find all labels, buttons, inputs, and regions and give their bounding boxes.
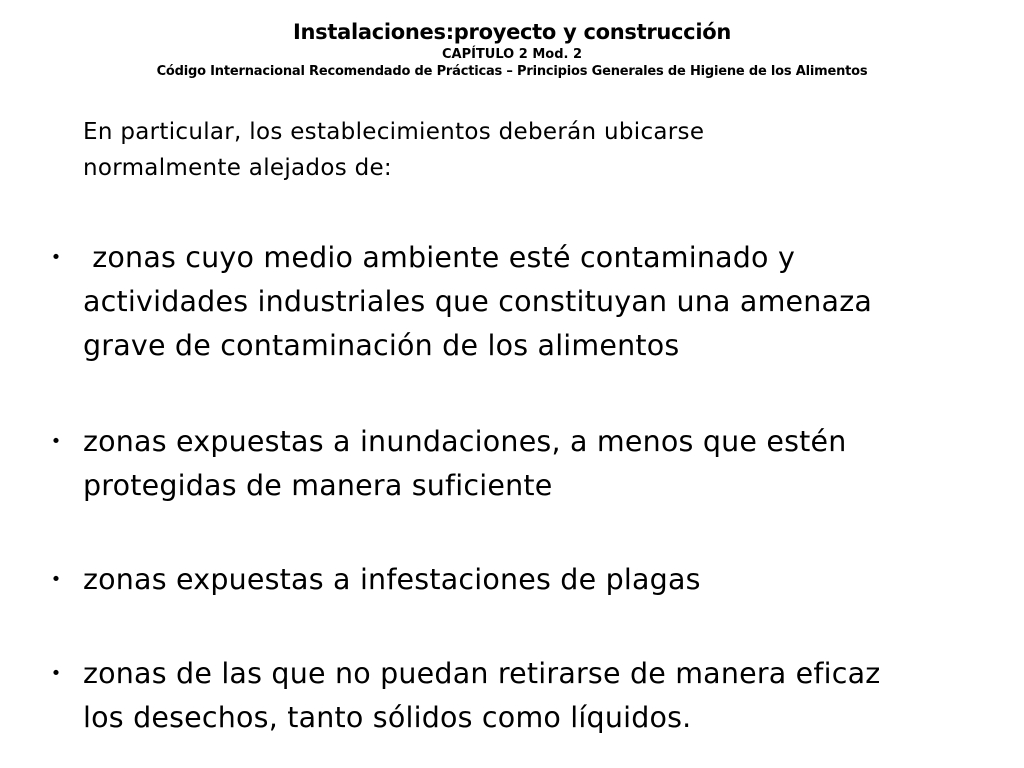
bullet-marker: ・	[42, 425, 71, 458]
bullet-text	[83, 420, 1008, 508]
intro-line-1: En particular, los establecimientos deberán ubicarse	[83, 119, 705, 145]
bullet-line: zonas expuestas a inundaciones, a menos que estén	[83, 425, 847, 458]
bullet-line: grave de contaminación de los alimentos	[83, 329, 680, 362]
bullet-text	[83, 236, 1008, 368]
bullet-line: zonas expuestas a infestaciones de plagas	[83, 563, 701, 596]
bullet-marker: ・	[42, 563, 71, 596]
intro-line-2: normalmente alejados de:	[83, 155, 392, 181]
bullet-marker: ・	[42, 657, 71, 690]
bullet-line: zonas cuyo medio ambiente esté contaminado y	[83, 241, 796, 274]
bullet-line: zonas de las que no puedan retirarse de manera eficaz	[83, 657, 881, 690]
slide-header	[0, 18, 1024, 80]
code-subtitle: Código Internacional Recomendado de Prácticas – Principios Generales de Higiene de los Alimentos	[156, 64, 868, 79]
bullet-line: protegidas de manera suficiente	[83, 469, 553, 502]
slide-title: Instalaciones:proyecto y construcción	[292, 20, 732, 44]
intro-paragraph	[83, 114, 983, 186]
bullet-line: actividades industriales que constituyan una amenaza	[83, 285, 873, 318]
chapter-label: CAPÍTULO 2 Mod. 2	[441, 47, 583, 62]
bullet-text	[83, 558, 1008, 602]
bullet-text	[83, 652, 1008, 740]
bullet-marker: ・	[42, 241, 71, 274]
bullet-line: los desechos, tanto sólidos como líquidos.	[83, 701, 692, 734]
